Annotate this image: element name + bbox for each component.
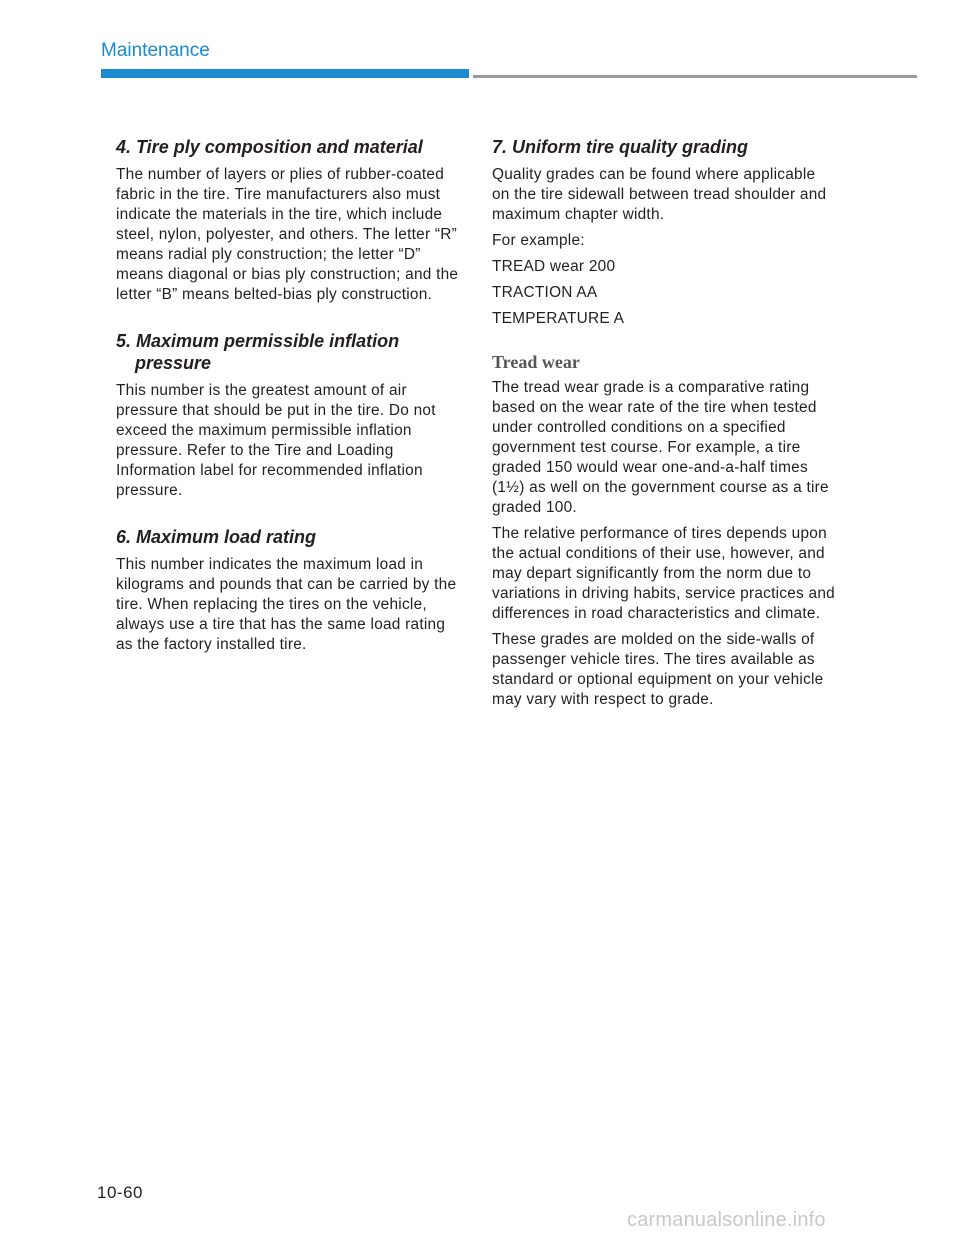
heading-ply-composition: 4. Tire ply composition and material	[116, 137, 423, 157]
paragraph: For example:	[492, 232, 585, 249]
heading-line: pressure	[135, 353, 212, 373]
paragraph: The number of layers or plies of rubber-coated fabric in the tire. Tire manufacturers also must indicate the materials in the tire, which include steel, nylon, polyester, and others. The letter “R” means radial ply construction; the letter “D” means diagonal or bias ply construction; and the letter “B” means belted-bias ply construction.	[116, 166, 459, 303]
example-line: TEMPERATURE A	[492, 310, 625, 327]
heading-line: 5. Maximum permissible inflation	[116, 331, 400, 351]
paragraph: The relative performance of tires depends upon the actual conditions of their use, however, and may depart significantly from the norm due to variations in driving habits, service practices and differences in road characteristics and climate.	[492, 525, 835, 622]
right-column	[492, 136, 837, 716]
section-quality-grading	[492, 136, 837, 329]
section-max-load	[116, 526, 461, 655]
heading-tread-wear: Tread wear	[492, 352, 580, 372]
paragraph: The tread wear grade is a comparative rating based on the wear rate of the tire when tested under controlled conditions on a specified government test course. For example, a tire graded 150 would wear one-and-a-half times (1½) as well on the government course as a tire graded 100.	[492, 379, 829, 516]
paragraph: Quality grades can be found where applicable on the tire sidewall between tread shoulder and maximum chapter width.	[492, 166, 827, 223]
section-tread-wear	[492, 351, 837, 710]
paragraph: This number is the greatest amount of air pressure that should be put in the tire. Do not exceed the maximum permissible inflation pressure. Refer to the Tire and Loading Information label for recommended inflation pressure.	[116, 382, 436, 499]
heading-max-inflation	[116, 330, 461, 374]
header-rule	[473, 75, 917, 78]
heading-quality-grading: 7. Uniform tire quality grading	[492, 137, 749, 157]
section-title: Maintenance	[101, 40, 210, 61]
section-max-inflation	[116, 330, 461, 501]
heading-max-load: 6. Maximum load rating	[116, 527, 317, 547]
watermark: carmanualsonline.info	[627, 1209, 826, 1231]
example-line: TRACTION AA	[492, 284, 598, 301]
section-ply-composition	[116, 136, 461, 305]
paragraph: These grades are molded on the side-walls of passenger vehicle tires. The tires available as standard or optional equipment on your vehicle may vary with respect to grade.	[492, 631, 824, 708]
header-rule-accent	[101, 69, 469, 78]
page-number: 10-60	[97, 1183, 143, 1202]
left-column	[116, 136, 461, 680]
example-line: TREAD wear 200	[492, 258, 616, 275]
paragraph: This number indicates the maximum load in kilograms and pounds that can be carried by the tire. When replacing the tires on the vehicle, always use a tire that has the same load rating as the factory installed tire.	[116, 556, 457, 653]
